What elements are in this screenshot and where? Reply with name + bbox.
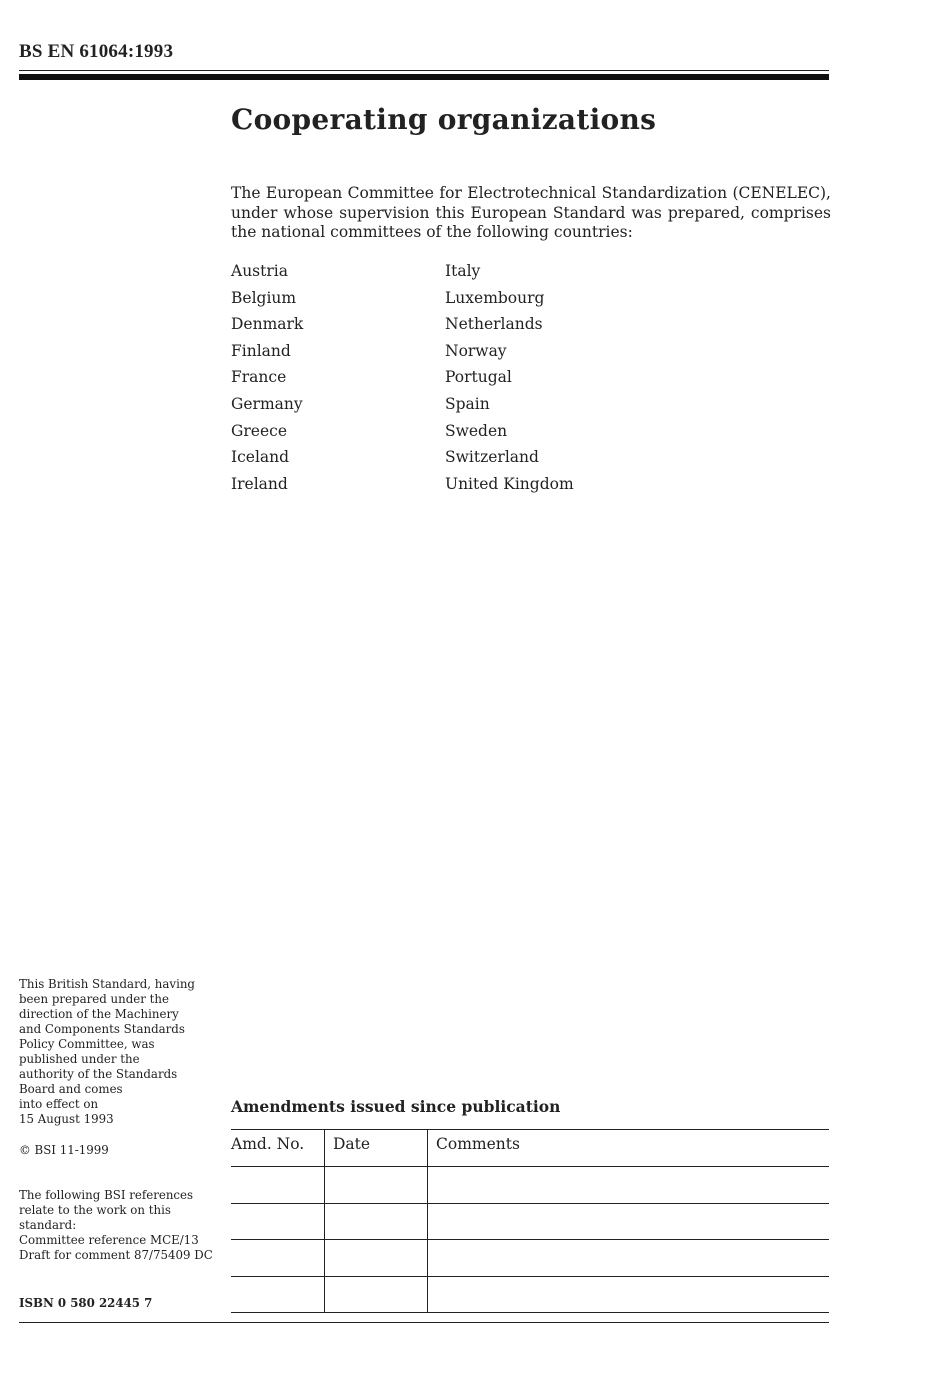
publication-note-line: This British Standard, having: [19, 977, 195, 991]
bsi-references-line: Committee reference MCE/13: [19, 1233, 199, 1247]
country-list-right: [445, 258, 574, 497]
country-item: Germany: [231, 394, 303, 413]
page-title: Cooperating organizations: [231, 103, 657, 136]
date-cell: [325, 1240, 428, 1277]
amd-no-cell: [231, 1167, 325, 1204]
publication-note-line: Policy Committee, was: [19, 1037, 155, 1051]
country-item: United Kingdom: [445, 474, 574, 493]
country-item: Sweden: [445, 421, 508, 440]
copyright-notice: © BSI 11-1999: [19, 1143, 109, 1157]
country-item: Finland: [231, 341, 291, 360]
bsi-references-line: Draft for comment 87/75409 DC: [19, 1248, 213, 1262]
comments-cell: [428, 1203, 830, 1240]
publication-note-line: Board and comes: [19, 1082, 123, 1096]
table-row: [231, 1203, 829, 1240]
date-cell: [325, 1167, 428, 1204]
amd-no-cell: [231, 1240, 325, 1277]
publication-note-line: 15 August 1993: [19, 1112, 114, 1126]
country-item: Denmark: [231, 315, 304, 334]
publication-note-line: authority of the Standards: [19, 1067, 178, 1081]
column-header-amd-no: Amd. No.: [231, 1130, 325, 1167]
amendments-title: Amendments issued since publication: [231, 1097, 561, 1116]
country-item: Belgium: [231, 288, 297, 307]
header-rule-thick: [19, 74, 829, 80]
header-rule-thin: [19, 70, 829, 71]
publication-note-line: been prepared under the: [19, 992, 169, 1006]
bsi-references-line: standard:: [19, 1218, 77, 1232]
isbn: ISBN 0 580 22445 7: [19, 1296, 153, 1310]
date-cell: [325, 1203, 428, 1240]
comments-cell: [428, 1276, 830, 1313]
comments-cell: [428, 1240, 830, 1277]
publication-note-line: published under the: [19, 1052, 140, 1066]
country-item: Austria: [231, 262, 288, 280]
table-row: [231, 1167, 829, 1204]
column-header-date: Date: [325, 1130, 428, 1167]
country-item: Italy: [445, 262, 481, 280]
publication-note: [19, 977, 219, 1127]
country-item: Greece: [231, 421, 287, 440]
table-row: [231, 1276, 829, 1313]
country-item: Norway: [445, 341, 507, 360]
country-item: France: [231, 368, 287, 387]
country-item: Iceland: [231, 448, 290, 467]
bsi-references-line: The following BSI references: [19, 1188, 194, 1202]
country-list-left: [231, 258, 303, 497]
publication-note-line: into effect on: [19, 1097, 99, 1111]
country-item: Switzerland: [445, 448, 539, 467]
intro-paragraph: The European Committee for Electrotechnical Standardization (CENELEC), under whose supervision this European Standard was prepared, comprises the national committees of the following countries:: [231, 184, 831, 241]
country-item: Portugal: [445, 368, 512, 387]
bsi-references: [19, 1188, 219, 1263]
date-cell: [325, 1276, 428, 1313]
amd-no-cell: [231, 1276, 325, 1313]
footer-rule: [19, 1322, 829, 1323]
table-row: [231, 1240, 829, 1277]
country-item: Netherlands: [445, 315, 543, 334]
amendments-table: [231, 1129, 829, 1313]
column-header-comments: Comments: [428, 1130, 830, 1167]
country-item: Luxembourg: [445, 288, 545, 307]
country-item: Spain: [445, 394, 490, 413]
comments-cell: [428, 1167, 830, 1204]
publication-note-line: direction of the Machinery: [19, 1007, 179, 1021]
publication-note-line: and Components Standards: [19, 1022, 185, 1036]
amd-no-cell: [231, 1203, 325, 1240]
country-item: Ireland: [231, 474, 288, 493]
document-id: BS EN 61064:1993: [19, 41, 174, 62]
bsi-references-line: relate to the work on this: [19, 1203, 171, 1217]
amendments-header-row: [231, 1130, 829, 1167]
